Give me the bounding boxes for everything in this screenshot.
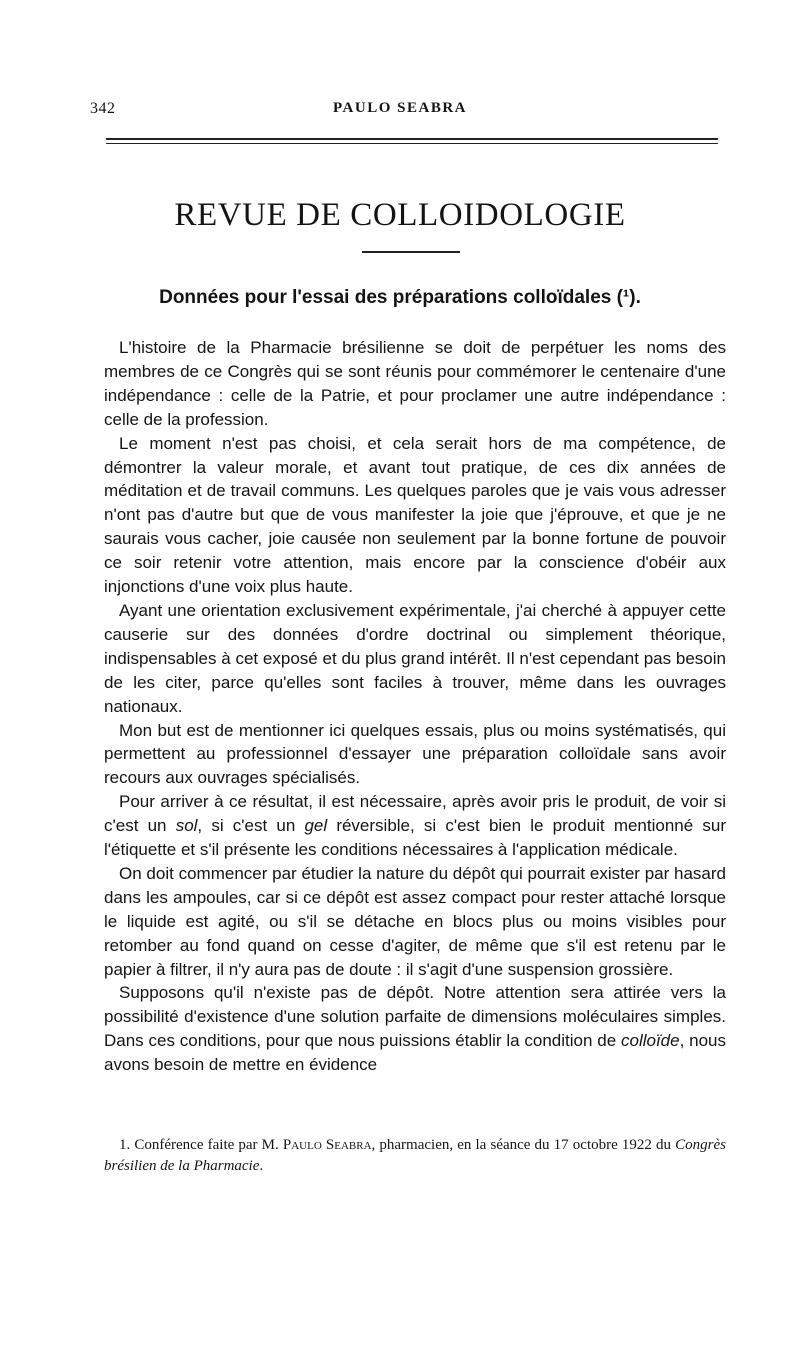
footnotes — [104, 1135, 726, 1177]
paragraph-7-text: Supposons qu'il n'existe pas de dépôt. Notre attention sera attirée vers la possibilité d'existence d'une solution parfaite de dimensions moléculaires simples. Dans ces conditions, pour que nous puissions établir la condition de — [104, 983, 726, 1051]
article-body — [104, 336, 726, 1077]
footnote-marker: (¹). — [616, 287, 641, 308]
paragraph-7-text: , nous avons besoin de mettre en évidence — [104, 1031, 726, 1075]
header-rule — [106, 138, 718, 144]
article-title: REVUE DE COLLOIDOLOGIE — [174, 197, 626, 233]
term-sol: sol — [175, 816, 198, 836]
paragraph-7 — [104, 981, 726, 1077]
subtitle-text: Données pour l'essai des préparations colloïdales — [159, 287, 612, 308]
footnote-event: Congrès brésilien de la Pharmacie — [104, 1137, 726, 1174]
footnote-text: , pharmacien, en la séance du 17 octobre 1922 du — [371, 1137, 676, 1153]
footnote-number: 1. — [119, 1137, 131, 1153]
paragraph-1: L'histoire de la Pharmacie brésilienne se doit de perpétuer les noms des membres de ce Congrès qui se sont réunis pour commémorer le centenaire d'une indépendance : celle de la Patrie, et pour proclamer une autre indépendance : celle de la profession. — [104, 338, 726, 429]
term-colloide: colloïde — [620, 1031, 680, 1051]
footnote-1 — [104, 1135, 726, 1177]
paragraph-6: On doit commencer par étudier la nature du dépôt qui pourrait exister par hasard dans les ampoules, car si ce dépôt est assez compact pour rester attaché lorsque le liquide est agité, ou s'il se détache en blocs plus ou moins visibles pour retomber au fond quand on cesse d'agiter, de même que s'il est retenu par le papier à filtrer, il n'y aura pas de doute : il s'agit d'une suspension grossière. — [104, 863, 726, 979]
page-number: 342 — [90, 100, 116, 117]
paragraph-5-text: réversible, si c'est bien le produit mentionné sur l'étiquette et s'il présente les conditions nécessaires à l'application médicale. — [104, 816, 726, 860]
term-gel: gel — [304, 816, 328, 836]
paragraph-2: Le moment n'est pas choisi, et cela serait hors de ma compétence, de démontrer la valeur morale, et avant tout pratique, de ces dix années de méditation et de travail communs. Les quelques paroles que je vais vous adresser n'ont pas d'autre but que de vous manifester la joie que j'éprouve, et que je ne saurais vous cacher, joie causée non seulement par la bonne fortune de pouvoir ce soir retenir votre attention, mais encore par la conscience d'obéir aux injonctions d'une voix plus haute. — [104, 433, 726, 597]
paragraph-4: Mon but est de mentionner ici quelques essais, plus ou moins systématisés, qui permettent au professionnel d'essayer une préparation colloïdale sans avoir recours aux ouvrages spécialisés. — [104, 720, 726, 788]
paragraph-5-text: , si c'est un — [197, 816, 305, 836]
article-subtitle — [0, 287, 800, 309]
footnote-text: Conférence faite par M. — [130, 1137, 283, 1153]
footnote-author: Paulo Seabra — [282, 1137, 372, 1153]
paragraph-3: Ayant une orientation exclusivement expérimentale, j'ai cherché à appuyer cette causerie sur des données d'ordre doctrinal ou simplement théorique, indispensables à cet exposé et du plus grand intérêt. Il n'est cependant pas besoin de les citer, parce qu'elles sont faciles à trouver, même dans les ouvrages nationaux. — [104, 600, 726, 716]
footnote-end: . — [259, 1158, 264, 1174]
title-rule — [362, 251, 460, 253]
paragraph-5 — [104, 790, 726, 862]
paragraph-5-text: Pour arriver à ce résultat, il est nécessaire, après avoir pris le produit, de voir si c'est un — [104, 792, 726, 836]
running-head: PAULO SEABRA — [333, 100, 467, 116]
